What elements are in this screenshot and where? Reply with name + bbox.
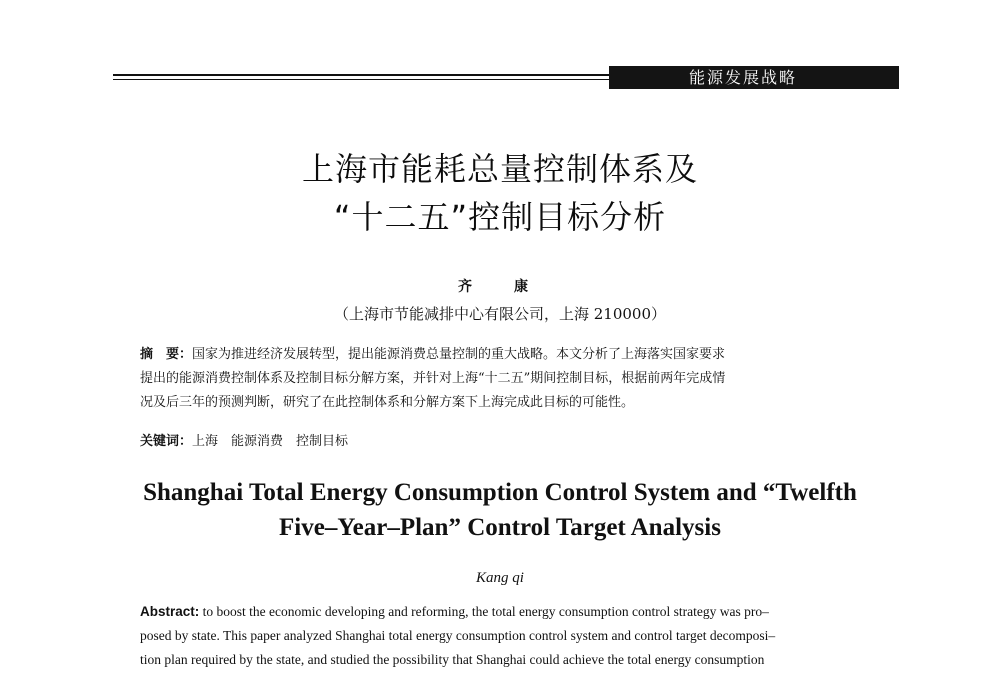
abstract-cn-text1: 国家为推进经济发展转型，提出能源消费总量控制的重大战略。本文分析了上海落实国家要求	[192, 347, 726, 362]
title-cn-line1: 上海市能耗总量控制体系及	[301, 150, 698, 188]
abstract-cn-line1	[140, 343, 875, 367]
keywords-cn-text: 上海 能源消费 控制目标	[192, 434, 349, 449]
keywords-cn-label: 关键词：	[140, 434, 193, 449]
section-header-tab: 能源发展战略	[609, 66, 899, 89]
abstract-cn	[140, 343, 875, 415]
header-rule-thin	[113, 79, 611, 80]
author-en: Kang qi	[476, 570, 524, 586]
abstract-en	[140, 600, 875, 672]
abstract-cn-label: 摘 要：	[140, 347, 193, 362]
abstract-en-line1	[140, 600, 875, 624]
title-cn-line2: “十二五”控制目标分析	[333, 198, 667, 236]
title-en-line2: Five–Year–Plan” Control Target Analysis	[279, 514, 721, 541]
abstract-cn-line2: 提出的能源消费控制体系及控制目标分解方案，并针对上海“十二五”期间控制目标，根据前两年完成情	[140, 371, 726, 386]
abstract-en-text1: to boost the economic developing and reforming, the total energy consumption control strategy was pro–	[202, 604, 769, 619]
title-en-line1: Shanghai Total Energy Consumption Control System and “Twelfth	[143, 479, 857, 506]
header-rule	[113, 74, 611, 76]
abstract-cn-line3: 况及后三年的预测判断，研究了在此控制体系和分解方案下上海完成此目标的可能性。	[140, 395, 635, 410]
abstract-en-line2: posed by state. This paper analyzed Shanghai total energy consumption control system and control target decomposi–	[140, 628, 776, 643]
abstract-en-line3: tion plan required by the state, and studied the possibility that Shanghai could achieve the total energy consumption	[140, 652, 765, 667]
abstract-en-label: Abstract:	[140, 604, 200, 619]
affiliation-cn: （上海市节能减排中心有限公司，上海 210000）	[333, 305, 667, 323]
author-cn: 齐 康	[458, 279, 542, 295]
keywords-cn	[140, 430, 875, 449]
